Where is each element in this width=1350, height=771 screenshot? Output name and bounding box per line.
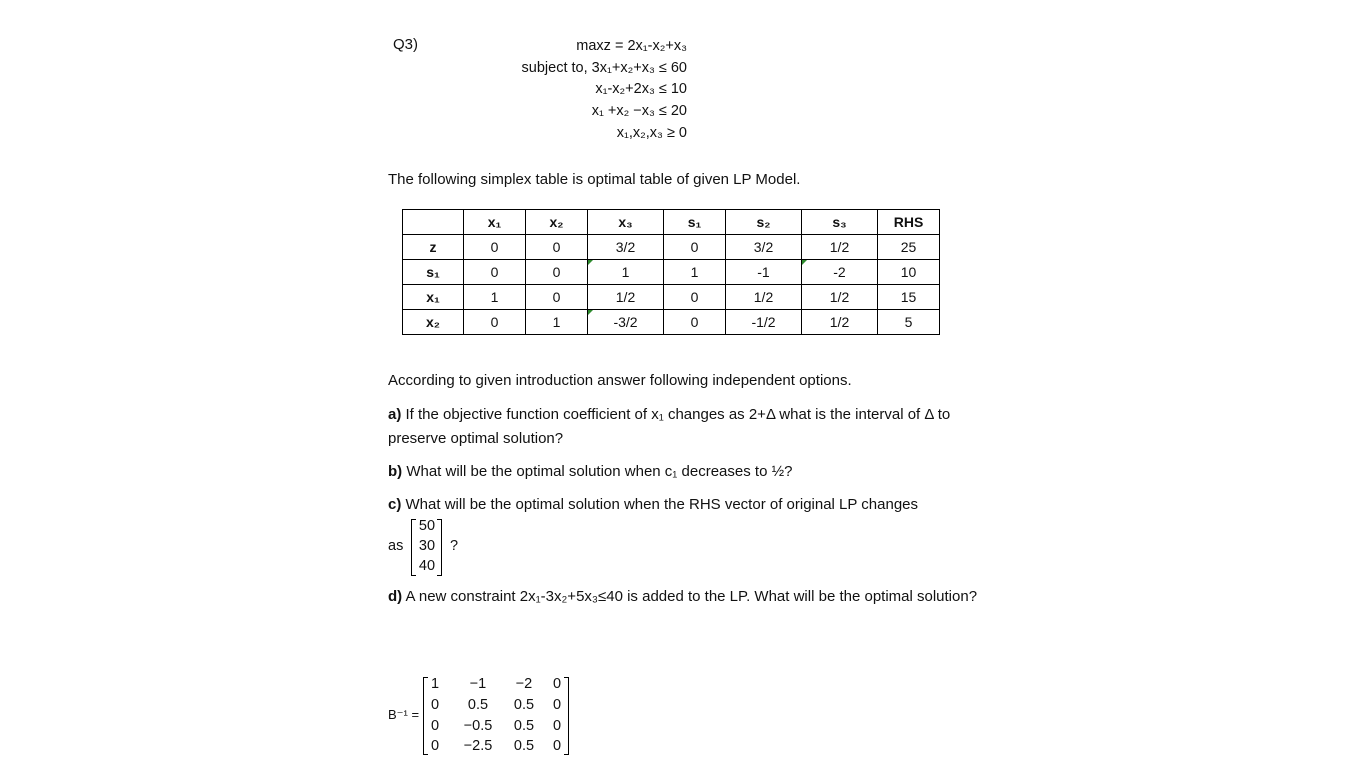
part-c-suffix: ? — [450, 538, 459, 554]
header-cell: s₃ — [802, 210, 878, 235]
rhs-vector-entry: 40 — [418, 558, 436, 574]
nonnegativity-constraint: x₁,x₂,x₃ ≥ 0 — [616, 125, 687, 141]
instructions-text: According to given introduction answer following independent options. — [388, 372, 852, 389]
part-d — [388, 585, 978, 609]
matrix-cell: 0 — [430, 697, 440, 713]
objective-function: maxz = 2x₁-x₂+x₃ — [576, 38, 687, 54]
part-c-prefix: as — [388, 538, 404, 554]
part-d-text: A new constraint 2x₁-3x₂+5x₃≤40 is added to the LP. What will be the optimal solution? — [405, 588, 978, 605]
table-cell: 1 — [588, 260, 664, 285]
simplex-table — [402, 209, 940, 335]
table-cell: 5 — [878, 310, 940, 335]
table-cell: 0 — [464, 235, 526, 260]
matrix-cell: 0 — [430, 738, 440, 754]
table-cell: 1 — [664, 260, 726, 285]
row-label: x₁ — [403, 285, 464, 310]
table-cell: 1 — [526, 310, 588, 335]
header-cell: x₂ — [526, 210, 588, 235]
matrix-cell: 1 — [430, 676, 440, 692]
part-b — [388, 460, 978, 484]
table-row — [403, 235, 940, 260]
table-cell: 0 — [464, 310, 526, 335]
table-cell: 0 — [664, 235, 726, 260]
row-label: x₂ — [403, 310, 464, 335]
table-cell: 3/2 — [726, 235, 802, 260]
table-cell: 0 — [664, 285, 726, 310]
table-cell: -1 — [726, 260, 802, 285]
table-cell: 0 — [464, 260, 526, 285]
table-cell: 15 — [878, 285, 940, 310]
table-cell: 10 — [878, 260, 940, 285]
table-row — [403, 285, 940, 310]
table-cell: 1/2 — [802, 285, 878, 310]
matrix-cell: −2.5 — [463, 738, 493, 754]
part-b-text: What will be the optimal solution when c₁ decreases to ½? — [406, 463, 793, 480]
table-header-row — [403, 210, 940, 235]
row-label: z — [403, 235, 464, 260]
header-cell: RHS — [878, 210, 940, 235]
table-cell: 0 — [526, 235, 588, 260]
part-a — [388, 403, 978, 451]
table-cell: 1/2 — [588, 285, 664, 310]
header-cell: x₁ — [464, 210, 526, 235]
matrix-cell: 0 — [552, 697, 562, 713]
part-a-label: a) — [388, 406, 402, 423]
part-c-label: c) — [388, 496, 402, 513]
constraint-1: subject to, 3x₁+x₂+x₃ ≤ 60 — [521, 60, 687, 76]
matrix-cell: 0 — [430, 718, 440, 734]
part-d-label: d) — [388, 588, 403, 605]
part-b-label: b) — [388, 463, 403, 480]
part-c — [388, 493, 978, 517]
header-cell — [403, 210, 464, 235]
header-cell: x₃ — [588, 210, 664, 235]
table-intro-text: The following simplex table is optimal table of given LP Model. — [388, 171, 801, 188]
binverse-label: B⁻¹ = — [388, 707, 420, 722]
part-c-text: What will be the optimal solution when the RHS vector of original LP changes — [405, 496, 919, 513]
table-cell: 0 — [664, 310, 726, 335]
matrix-cell: 0.5 — [513, 697, 535, 713]
table-cell: -2 — [802, 260, 878, 285]
matrix-cell: 0.5 — [467, 697, 489, 713]
matrix-cell: 0 — [552, 738, 562, 754]
constraint-3: x₁ +x₂ −x₃ ≤ 20 — [591, 103, 687, 119]
matrix-cell: −1 — [469, 676, 487, 692]
table-cell: 0 — [526, 260, 588, 285]
rhs-vector-entry: 50 — [418, 518, 436, 534]
question-label: Q3) — [393, 36, 419, 53]
matrix-cell: 0.5 — [513, 738, 535, 754]
table-cell: 1/2 — [726, 285, 802, 310]
matrix-cell: −0.5 — [463, 718, 493, 734]
row-label: s₁ — [403, 260, 464, 285]
header-cell: s₂ — [726, 210, 802, 235]
matrix-cell: 0 — [552, 676, 562, 692]
table-cell: 1 — [464, 285, 526, 310]
table-cell: 0 — [526, 285, 588, 310]
table-row — [403, 310, 940, 335]
matrix-cell: 0.5 — [513, 718, 535, 734]
table-cell: -3/2 — [588, 310, 664, 335]
table-cell: 1/2 — [802, 310, 878, 335]
matrix-cell: 0 — [552, 718, 562, 734]
table-row — [403, 260, 940, 285]
matrix-cell: −2 — [515, 676, 533, 692]
table-cell: 3/2 — [588, 235, 664, 260]
part-a-text: If the objective function coefficient of x₁ changes as 2+Δ what is the interval of Δ to preserve optimal solution? — [388, 406, 951, 447]
header-cell: s₁ — [664, 210, 726, 235]
constraint-2: x₁-x₂+2x₃ ≤ 10 — [595, 81, 687, 97]
table-cell: 1/2 — [802, 235, 878, 260]
table-cell: 25 — [878, 235, 940, 260]
matrix-bracket-right — [564, 677, 569, 755]
rhs-vector-entry: 30 — [418, 538, 436, 554]
table-cell: -1/2 — [726, 310, 802, 335]
